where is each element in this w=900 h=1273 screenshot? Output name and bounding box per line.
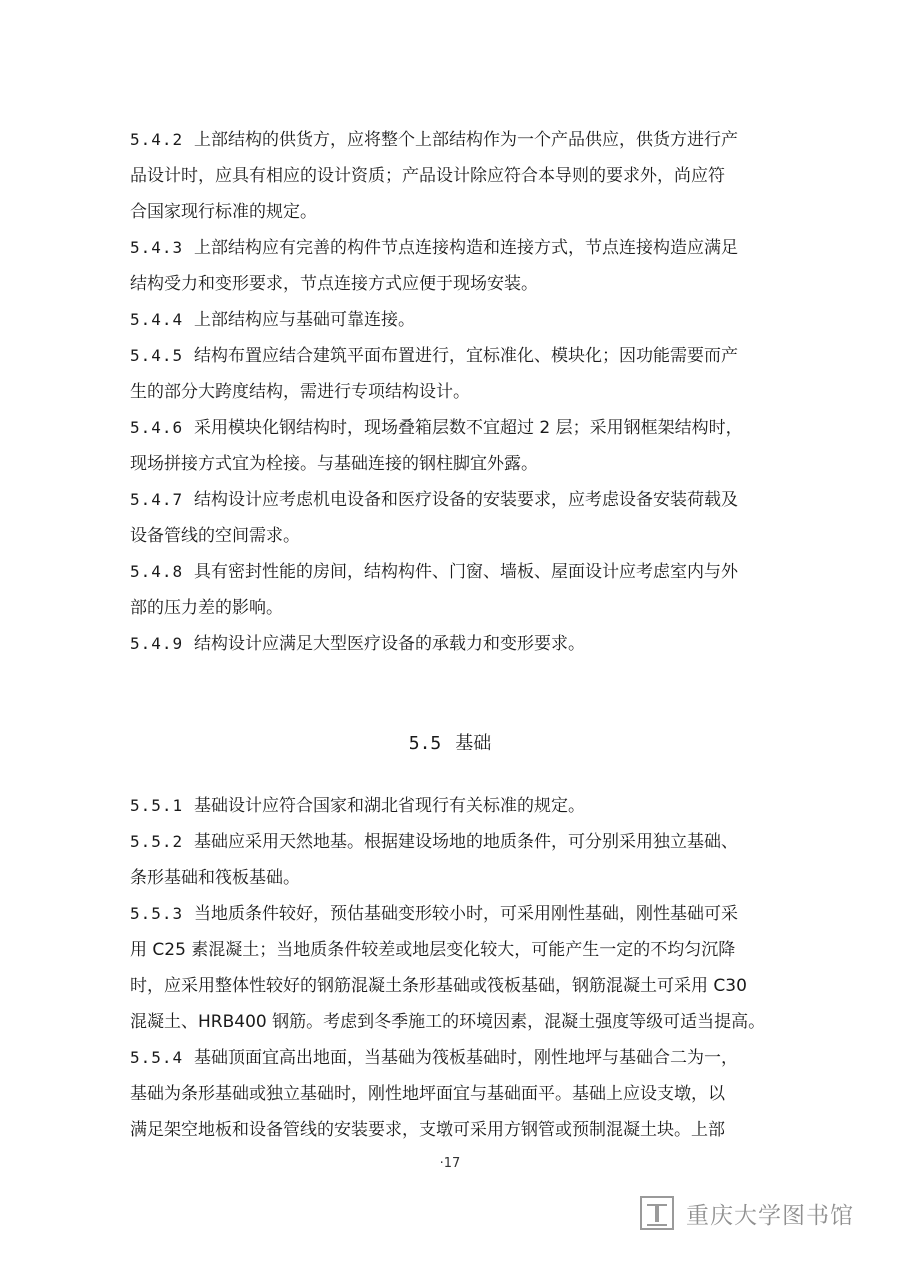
clause-line	[130, 446, 780, 482]
clause-line	[130, 1076, 780, 1112]
watermark-text: 重庆大学图书馆	[686, 1202, 854, 1229]
clause-text: 上部结构应与基础可靠连接。	[194, 310, 415, 330]
clause-text: 现场拼接方式宜为栓接。与基础连接的钢柱脚宜外露。	[130, 454, 538, 474]
clause-text: 生的部分大跨度结构，需进行专项结构设计。	[130, 382, 470, 402]
clause-number: 5.4.4	[130, 310, 184, 329]
clause-line	[130, 626, 780, 662]
clause-line	[130, 860, 780, 896]
clause-line	[130, 230, 780, 266]
clause-number: 5.4.2	[130, 130, 184, 149]
clause-number: 5.4.9	[130, 634, 184, 653]
clause-text: 合国家现行标准的规定。	[130, 202, 317, 222]
clause-number: 5.4.3	[130, 238, 184, 257]
clause-line	[130, 1004, 780, 1040]
clause	[130, 302, 780, 338]
clause	[130, 896, 780, 1040]
clause	[130, 554, 780, 626]
clause-text: 结构布置应结合建筑平面布置进行，宜标准化、模块化；因功能需要而产	[194, 346, 738, 366]
clause-line	[130, 968, 780, 1004]
section-5-5-clauses	[130, 788, 780, 1148]
clause-number: 5.4.5	[130, 346, 184, 365]
clause-line	[130, 1040, 780, 1076]
clause-number: 5.5.1	[130, 796, 184, 815]
clause-line	[130, 374, 780, 410]
clause-line	[130, 158, 780, 194]
section-heading	[0, 729, 900, 755]
clause-text: 混凝土、HRB400 钢筋。考虑到冬季施工的环境因素，混凝土强度等级可适当提高。	[130, 1012, 766, 1032]
clause-text: 品设计时，应具有相应的设计资质；产品设计除应符合本导则的要求外，尚应符	[130, 166, 725, 186]
clause-text: 时，应采用整体性较好的钢筋混凝土条形基础或筏板基础，钢筋混凝土可采用 C30	[130, 976, 747, 996]
clause-text: 满足架空地板和设备管线的安装要求，支墩可采用方钢管或预制混凝土块。上部	[130, 1120, 725, 1140]
clause-text: 条形基础和筏板基础。	[130, 868, 300, 888]
library-watermark	[640, 1193, 854, 1233]
clause-number: 5.4.6	[130, 418, 184, 437]
clause	[130, 626, 780, 662]
library-logo-icon	[640, 1196, 674, 1230]
clause	[130, 788, 780, 824]
clause-text: 结构设计应考虑机电设备和医疗设备的安装要求，应考虑设备安装荷载及	[194, 490, 738, 510]
clause	[130, 410, 780, 482]
clause-line	[130, 932, 780, 968]
clause-text: 上部结构的供货方，应将整个上部结构作为一个产品供应，供货方进行产	[194, 130, 738, 150]
clause-text: 采用模块化钢结构时，现场叠箱层数不宜超过 2 层；采用钢框架结构时，	[194, 418, 743, 438]
clause-line	[130, 590, 780, 626]
clause-line	[130, 554, 780, 590]
clause-text: 用 C25 素混凝土；当地质条件较差或地层变化较大，可能产生一定的不均匀沉降	[130, 940, 736, 960]
clause-text: 设备管线的空间需求。	[130, 526, 300, 546]
clause-line	[130, 302, 780, 338]
clause-line	[130, 788, 780, 824]
clause-text: 基础设计应符合国家和湖北省现行有关标准的规定。	[194, 796, 585, 816]
clause-number: 5.4.7	[130, 490, 184, 509]
clause-line	[130, 338, 780, 374]
clause-number: 5.4.8	[130, 562, 184, 581]
clause	[130, 824, 780, 896]
clause-text: 具有密封性能的房间，结构构件、门窗、墙板、屋面设计应考虑室内与外	[194, 562, 738, 582]
clause-line	[130, 266, 780, 302]
clause-line	[130, 896, 780, 932]
clause	[130, 338, 780, 410]
page-number: ·17	[439, 1156, 461, 1171]
clause-number: 5.5.2	[130, 832, 184, 851]
section-heading-number: 5.5	[408, 733, 442, 754]
clause-line	[130, 824, 780, 860]
clause-line	[130, 194, 780, 230]
clause-line	[130, 518, 780, 554]
clause	[130, 122, 780, 230]
clause	[130, 1040, 780, 1148]
clause-text: 基础应采用天然地基。根据建设场地的地质条件，可分别采用独立基础、	[194, 832, 738, 852]
clause-line	[130, 122, 780, 158]
section-5-4-clauses	[130, 122, 780, 662]
clause-text: 部的压力差的影响。	[130, 598, 283, 618]
clause-text: 结构设计应满足大型医疗设备的承载力和变形要求。	[194, 634, 585, 654]
clause-number: 5.5.3	[130, 904, 184, 923]
clause-text: 基础顶面宜高出地面，当基础为筏板基础时，刚性地坪与基础合二为一，	[194, 1048, 738, 1068]
clause-line	[130, 1112, 780, 1148]
clause-text: 基础为条形基础或独立基础时，刚性地坪面宜与基础面平。基础上应设支墩，以	[130, 1084, 725, 1104]
clause-line	[130, 482, 780, 518]
clause-text: 结构受力和变形要求，节点连接方式应便于现场安装。	[130, 274, 538, 294]
clause-line	[130, 410, 780, 446]
clause	[130, 482, 780, 554]
clause-text: 上部结构应有完善的构件节点连接构造和连接方式，节点连接构造应满足	[194, 238, 738, 258]
clause-number: 5.5.4	[130, 1048, 184, 1067]
section-heading-title: 基础	[455, 733, 492, 754]
clause	[130, 230, 780, 302]
clause-text: 当地质条件较好，预估基础变形较小时，可采用刚性基础，刚性基础可采	[194, 904, 738, 924]
